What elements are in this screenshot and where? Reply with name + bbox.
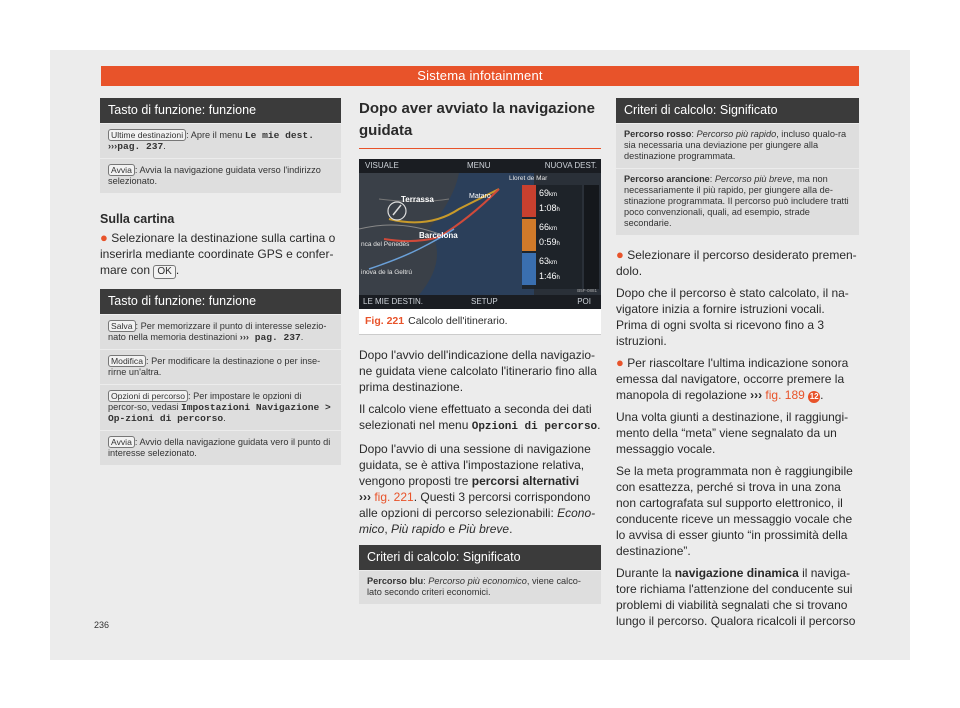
menu-name: Impostazioni Navigazione > Op-zioni di percorso <box>108 402 331 424</box>
bold-text: Percorso arancione <box>624 174 710 184</box>
function-key: Salva <box>108 320 136 332</box>
route-distance-unit: km <box>549 260 558 266</box>
setup-button[interactable]: SETUP <box>471 297 498 306</box>
column-middle <box>359 98 601 604</box>
figure-caption <box>359 309 601 334</box>
table-row <box>100 430 341 465</box>
table-row <box>100 123 341 158</box>
section-text-end: . <box>175 263 180 277</box>
place-label: inova de la Geltrú <box>361 269 412 276</box>
route-time: 0:59 <box>539 237 557 247</box>
row-end: . <box>300 332 304 342</box>
text: , viene calco-lato secondo criteri economici. <box>367 576 581 597</box>
section-text: Selezionare la destinazione sulla cartina o inserirla mediante coordinate GPS e confer-mare con <box>100 231 336 277</box>
paragraph: Se la meta programmata non è raggiungibile con esattezza, perché si trova in una zona non cartografata sul supporto elettronico, il conducente riceve un messaggio vocale che lo avvisa di esser giunto “in prossimità della destinazione”. <box>616 464 853 558</box>
route-time: 1:46 <box>539 271 557 281</box>
bullet-paragraph <box>616 355 859 403</box>
italic-text: Percorso più breve <box>714 174 793 184</box>
place-label: Mataro <box>469 193 491 200</box>
text: . <box>597 418 601 432</box>
column-right <box>616 98 859 635</box>
bullet-icon: ● <box>616 355 624 370</box>
text: Il calcolo viene effettuato a seconda dei dati selezionati nel menu <box>359 402 592 432</box>
map-graphic <box>359 159 601 309</box>
figure-number: Fig. 221 <box>365 315 405 327</box>
place-label: Lloret de Mar <box>509 175 548 182</box>
route-distance-unit: km <box>549 192 558 198</box>
text: : <box>709 174 715 184</box>
text: : <box>423 576 429 586</box>
row-text: : Per modificare la destinazione o per inse-rirne un'altra. <box>108 356 321 377</box>
my-destinations-button[interactable]: LE MIE DESTIN. <box>363 297 424 306</box>
route-option-blue[interactable] <box>539 255 560 285</box>
section-heading: Dopo aver avviato la navigazione guidata <box>359 98 601 149</box>
place-label: Terrassa <box>401 195 434 204</box>
figure-link[interactable]: fig. 221 <box>371 490 414 504</box>
text: e <box>445 522 459 536</box>
route-time-unit: h <box>556 275 560 281</box>
function-table-header: Tasto di funzione: funzione <box>100 98 341 123</box>
route-time: 1:08 <box>539 203 557 213</box>
body-text <box>359 347 601 537</box>
italic-text: Econo-mico <box>359 506 596 536</box>
table-row <box>100 158 341 193</box>
paragraph <box>616 565 859 629</box>
route-option-orange[interactable] <box>539 221 560 251</box>
page-number: 236 <box>94 620 110 630</box>
function-table-header: Tasto di funzione: funzione <box>100 289 341 314</box>
page-ref: pag. 237 <box>248 332 301 343</box>
paragraph: Dopo l'avvio dell'indicazione della navigazio-ne guidata viene calcolato l'itinerario fino alla prima destinazione. <box>359 348 597 394</box>
figure-code: B5F-0881 <box>577 288 597 293</box>
navigation-screen <box>359 159 601 309</box>
italic-text: Percorso più rapido <box>696 129 777 139</box>
function-key: Avvia <box>108 436 135 448</box>
paragraph: Una volta giunti a destinazione, il raggiungi-mento della “meta” viene segnalato da un messaggio vocale. <box>616 410 849 456</box>
section-on-map <box>100 211 341 279</box>
row-text: : Per impostare le opzioni di percor-so, vedasi <box>108 391 302 412</box>
table-row <box>616 168 859 235</box>
paragraph <box>359 441 601 537</box>
row-end: . <box>223 413 226 423</box>
route-distance: 69 <box>539 188 550 198</box>
column-left <box>100 98 341 465</box>
page-ref: pag. 237 <box>117 141 164 152</box>
function-key: Opzioni di percorso <box>108 390 188 402</box>
function-key: Avvia <box>108 164 135 176</box>
text: , <box>384 522 392 536</box>
route-distance: 63 <box>539 256 550 266</box>
bold-text: percorsi alternativi <box>471 474 580 488</box>
text: . <box>509 522 513 536</box>
row-text: : Avvio della navigazione guidata vero il punto di interesse selezionato. <box>108 437 331 458</box>
text: Selezionare il percorso desiderato premen-dolo. <box>616 248 857 278</box>
menu-name: Opzioni di percorso <box>471 421 598 433</box>
callout-number: 12 <box>809 392 819 401</box>
italic-text: Più breve <box>458 522 510 536</box>
menu-button[interactable]: MENU <box>467 161 491 170</box>
text: Durante la <box>616 566 675 580</box>
table-row <box>616 123 859 168</box>
bullet-icon: ● <box>616 247 624 262</box>
poi-button[interactable]: POI <box>577 297 591 306</box>
ref-arrow: ››› <box>359 490 371 504</box>
table-row <box>100 314 341 349</box>
table-row <box>100 349 341 384</box>
italic-text: Percorso più economico <box>428 576 527 586</box>
section-title: Sulla cartina <box>100 212 175 226</box>
italic-text: Più rapido <box>391 522 446 536</box>
visuale-button[interactable]: VISUALE <box>365 161 399 170</box>
place-label: nca del Penedès <box>361 241 410 248</box>
new-destination-button[interactable]: NUOVA DEST. <box>544 161 597 170</box>
table-row <box>359 570 601 604</box>
ok-key: OK <box>153 265 175 279</box>
figure-link[interactable]: fig. 189 <box>762 388 805 402</box>
function-key: Ultime destinazioni <box>108 129 186 141</box>
text: Dopo l'avvio di una sessione di navigazione guidata, se è attiva l'impostazione relativa, vengono proposti tre <box>359 442 591 488</box>
bold-text: navigazione dinamica <box>674 566 799 580</box>
bullet-paragraph <box>616 247 859 279</box>
paragraph: Dopo che il percorso è stato calcolato, il na-vigatore inizia a fornire istruzioni vocali. Prima di ogni svolta si ricevono fino a 3 istruzioni. <box>616 286 849 348</box>
function-key: Modifica <box>108 355 146 367</box>
text: : <box>691 129 697 139</box>
route-distance-unit: km <box>549 226 558 232</box>
table-row <box>100 384 341 430</box>
menu-name: Le mie dest. <box>244 130 314 141</box>
ref-arrow: ››› <box>239 332 249 342</box>
route-time-unit: h <box>556 207 560 213</box>
bold-text: Percorso blu <box>367 576 424 586</box>
route-option-red[interactable] <box>539 187 560 217</box>
text: . <box>820 388 824 402</box>
text: , incluso qualo-ra sia necessaria una deviazione per giungere alla destinazione programmata. <box>624 129 847 161</box>
row-end: . <box>163 141 166 151</box>
row-text: : Avvia la navigazione guidata verso l'indirizzo selezionato. <box>108 165 321 186</box>
paragraph <box>359 401 601 435</box>
place-label: Barcelona <box>419 231 458 240</box>
bullet-icon: ● <box>100 230 108 245</box>
bold-text: Percorso rosso <box>624 129 692 139</box>
figure-221 <box>359 159 601 335</box>
text: , ma non necessariamente il più rapido, per giungere alla de-stinazione programmata. Il percorso può includere tratti poco convenzionali, quali, ad esempio, strade secondarie. <box>624 174 849 228</box>
route-distance: 66 <box>539 222 550 232</box>
criteria-table-header: Criteri di calcolo: Significato <box>359 545 601 570</box>
text: il naviga-tore richiama l'attenzione del conducente sui problemi di viabilità segnalati che si trovano lungo il percorso. Qualora ricalcoli il percorso <box>616 566 856 628</box>
text: Per riascoltare l'ultima indicazione sonora emessa dal navigatore, occorre premere la manopola di regolazione <box>616 356 849 402</box>
route-time-unit: h <box>556 241 560 247</box>
figure-caption-text: Calcolo dell'itinerario. <box>408 315 508 327</box>
row-text: : Per memorizzare il punto di interesse selezio-nato nella memoria destinazioni <box>108 321 327 342</box>
criteria-table-header: Criteri di calcolo: Significato <box>616 98 859 123</box>
ref-arrow: ››› <box>108 141 118 151</box>
text: . Questi 3 percorsi corrispondono alle opzioni di percorso selezionabili: <box>359 490 591 520</box>
body-text <box>616 247 859 629</box>
row-text: : Apre il menu <box>186 130 245 140</box>
page-header: Sistema infotainment <box>101 66 859 86</box>
ref-arrow: ››› <box>750 388 763 402</box>
